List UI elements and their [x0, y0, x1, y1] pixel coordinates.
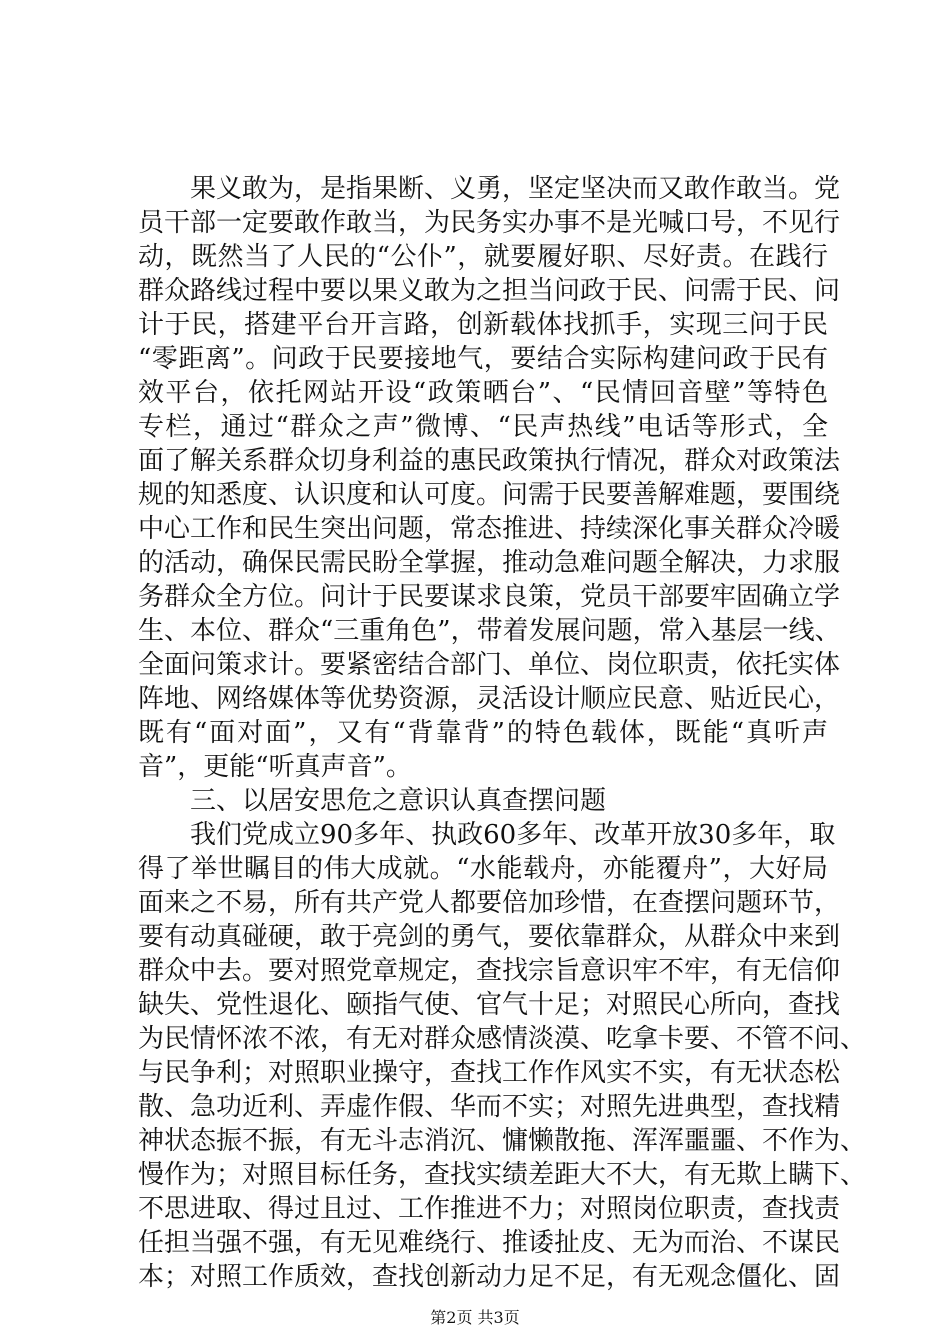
body-text-line: 得了举世瞩目的伟大成就。“水能载舟，亦能覆舟”，大好局 — [138, 854, 828, 884]
body-text-line: 本；对照工作质效，查找创新动力足不足，有无观念僵化、固 — [138, 1262, 841, 1292]
body-text-line: 既有“面对面”，又有“背靠背”的特色载体，既能“真听声 — [138, 718, 828, 748]
body-text-line: 神状态振不振，有无斗志消沉、慵懒散拖、浑浑噩噩、不作为、 — [138, 1126, 867, 1156]
body-text-line: 全面问策求计。要紧密结合部门、单位、岗位职责，依托实体 — [138, 650, 841, 680]
page-footer: 第2页 共3页 — [430, 1308, 520, 1327]
body-text-line: 中心工作和民生突出问题，常态推进、持续深化事关群众冷暖 — [138, 514, 841, 544]
body-text-line: “零距离”。问政于民要接地气，要结合实际构建问政于民有 — [138, 344, 828, 374]
body-text-line: 阵地、网络媒体等优势资源，灵活设计顺应民意、贴近民心， — [138, 684, 841, 714]
body-text-line: 务群众全方位。问计于民要谋求良策，党员干部要牢固确立学 — [138, 582, 841, 612]
body-text-line: 员干部一定要敢作敢当，为民务实办事不是光喊口号，不见行 — [138, 208, 841, 238]
body-text-line: 任担当强不强，有无见难绕行、推诿扯皮、无为而治、不谋民 — [138, 1228, 841, 1258]
body-text-line: 计于民，搭建平台开言路，创新载体找抓手，实现三问于民 — [138, 310, 828, 340]
body-text-line: 生、本位、群众“三重角色”，带着发展问题，常入基层一线、 — [138, 616, 841, 646]
body-text-line: 群众路线过程中要以果义敢为之担当问政于民、问需于民、问 — [138, 276, 841, 306]
body-text-line: 音”，更能“听真声音”。 — [138, 752, 412, 782]
body-text-line: 我们党成立90多年、执政60多年、改革开放30多年，取 — [190, 820, 836, 850]
body-text-line: 果义敢为，是指果断、义勇，坚定坚决而又敢作敢当。党 — [190, 174, 841, 204]
body-text-line: 动，既然当了人民的“公仆”，就要履好职、尽好责。在践行 — [138, 242, 828, 272]
body-text-line: 与民争利；对照职业操守，查找工作作风实不实，有无状态松 — [138, 1058, 841, 1088]
body-text-line: 要有动真碰硬，敢于亮剑的勇气，要依靠群众，从群众中来到 — [138, 922, 841, 952]
body-text-line: 缺失、党性退化、颐指气使、官气十足；对照民心所向，查找 — [138, 990, 841, 1020]
body-text-line: 不思进取、得过且过、工作推进不力；对照岗位职责，查找责 — [138, 1194, 841, 1224]
body-text-line: 散、急功近利、弄虚作假、华而不实；对照先进典型，查找精 — [138, 1092, 841, 1122]
section-heading: 三、以居安思危之意识认真查摆问题 — [190, 786, 607, 816]
body-text-line: 慢作为；对照目标任务，查找实绩差距大不大，有无欺上瞒下、 — [138, 1160, 867, 1190]
body-text-line: 群众中去。要对照党章规定，查找宗旨意识牢不牢，有无信仰 — [138, 956, 841, 986]
body-text-line: 面了解关系群众切身利益的惠民政策执行情况，群众对政策法 — [138, 446, 841, 476]
body-text-line: 效平台，依托网站开设“政策晒台”、“民情回音壁”等特色 — [138, 378, 828, 408]
body-text-line: 规的知悉度、认识度和认可度。问需于民要善解难题，要围绕 — [138, 480, 841, 510]
body-text-line: 为民情怀浓不浓，有无对群众感情淡漠、吃拿卡要、不管不问、 — [138, 1024, 867, 1054]
body-text-line: 面来之不易，所有共产党人都要倍加珍惜，在查摆问题环节， — [138, 888, 841, 918]
body-text-line: 的活动，确保民需民盼全掌握，推动急难问题全解决，力求服 — [138, 548, 841, 578]
body-text-line: 专栏，通过“群众之声”微博、“民声热线”电话等形式，全 — [138, 412, 828, 442]
